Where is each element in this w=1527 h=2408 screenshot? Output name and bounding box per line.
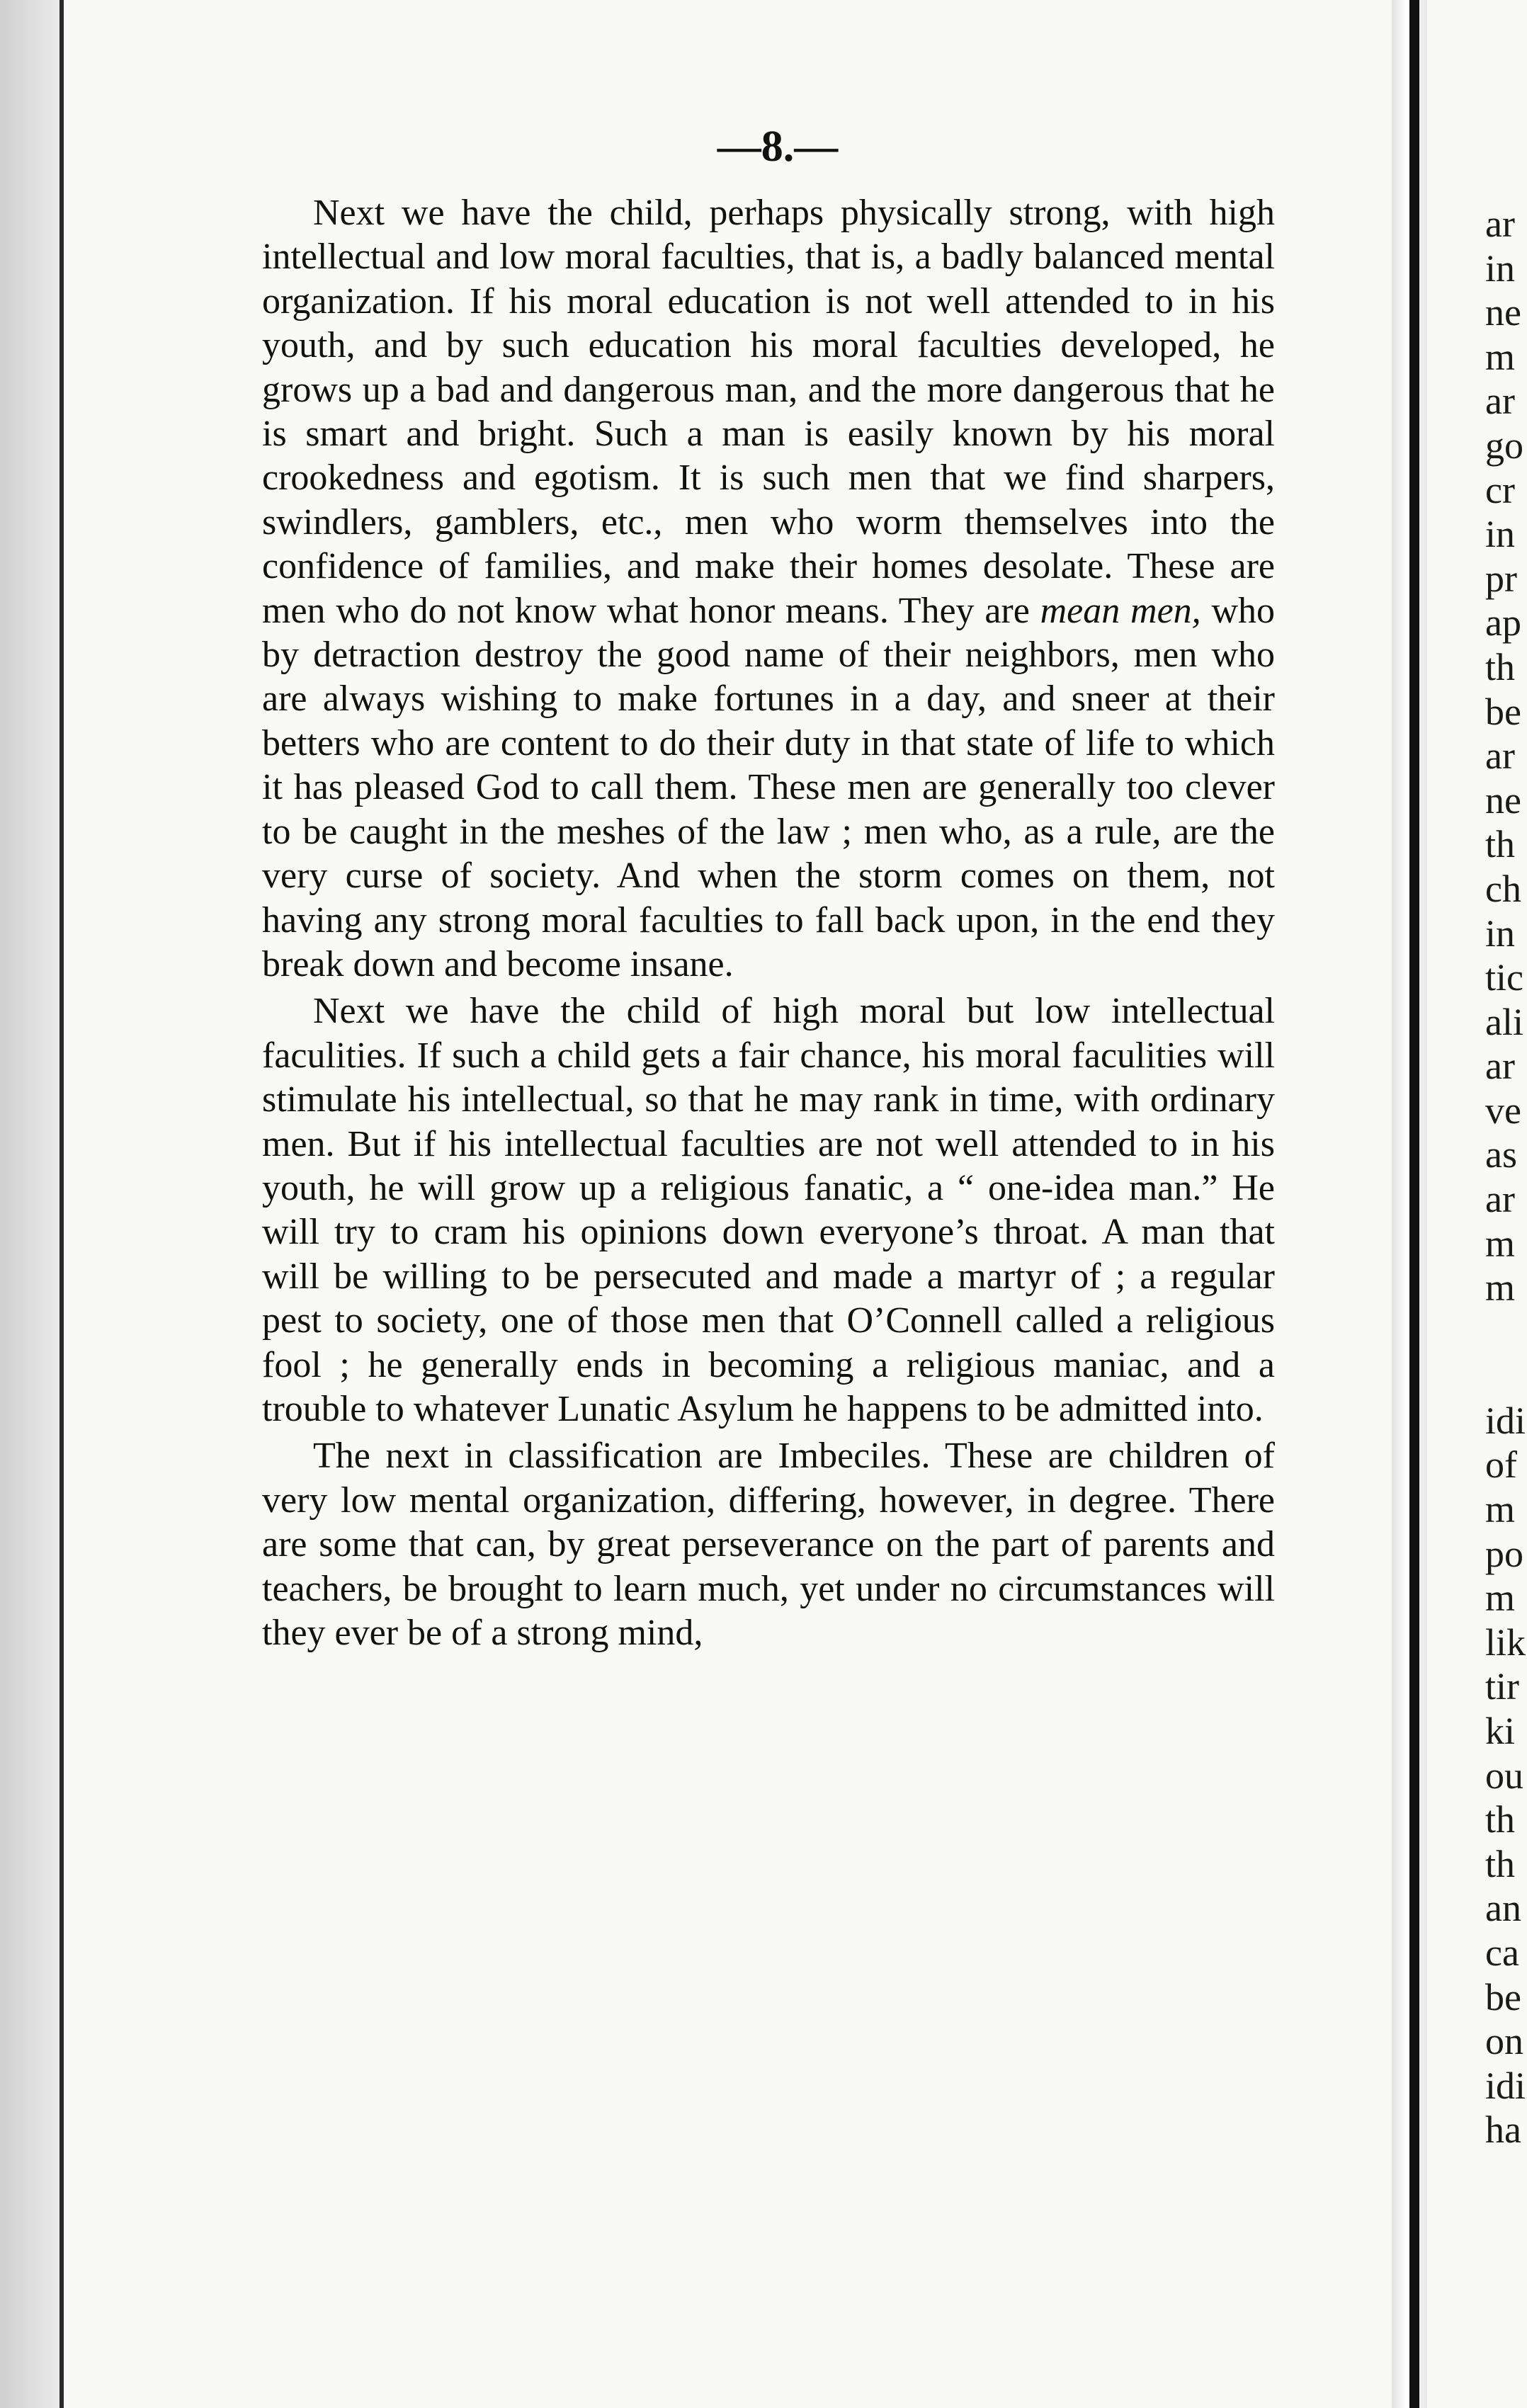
next-page-fragment: ne — [1485, 778, 1521, 822]
paragraph-3: The next in classification are Imbeciles. These are children of very low mental organization, differing, however, in degree. There are some that can, by great perseverance on the part of parents and teachers, be brought to learn much, yet under no circumstances will they ever be of a strong mind, — [262, 1436, 1275, 1653]
next-page-fragment: tic — [1485, 956, 1523, 999]
next-page-fragment: ar — [1485, 734, 1515, 778]
next-page-fragment: m — [1485, 1577, 1516, 1620]
next-page-fragment: in — [1485, 513, 1516, 556]
gutter-line — [1409, 0, 1419, 2408]
next-page-fragment: m — [1485, 1222, 1516, 1265]
next-page-fragment: ar — [1485, 380, 1515, 423]
next-page-fragment: ar — [1485, 1178, 1515, 1221]
next-page-fragment: ap — [1485, 601, 1521, 644]
next-page-fragment: be — [1485, 690, 1521, 733]
next-page-paragraph-gap — [1427, 1310, 1526, 1399]
next-page-fragment: ha — [1485, 2108, 1521, 2152]
left-margin — [0, 0, 64, 2408]
next-page-fragment: ch — [1485, 867, 1521, 910]
paragraph-1-emphasis: mean men, — [1040, 590, 1201, 631]
next-page-fragment: tir — [1485, 1665, 1519, 1708]
next-page-fragment: pr — [1485, 557, 1517, 600]
next-page-fragment: th — [1485, 1842, 1516, 1885]
next-page-fragment: ki — [1485, 1710, 1516, 1752]
next-page-fragment: on — [1485, 2020, 1523, 2063]
next-page-fragment: be — [1485, 1975, 1521, 2018]
next-page-fragment: idi — [1485, 1399, 1526, 1442]
next-page-fragment: m — [1485, 1266, 1516, 1310]
next-page-fragment: in — [1485, 911, 1516, 955]
next-page-fragment: m — [1485, 1488, 1516, 1531]
next-page-fragment: th — [1485, 823, 1516, 866]
next-page-fragment: in — [1485, 246, 1516, 290]
next-page-fragment: of — [1485, 1443, 1517, 1487]
next-page-fragment: an — [1485, 1887, 1521, 1930]
next-page-fragment: ar — [1485, 203, 1515, 245]
next-page-fragment: go — [1485, 424, 1523, 467]
next-page-fragment: m — [1485, 335, 1516, 378]
paragraph-1-text: Next we have the child, perhaps physically strong, with high intellectual and low moral faculties, that is, a badly balanced mental organization. If his moral education is not well attended to in his youth, and by such education his moral faculties developed, he grows up a bad and dangerous man, and the more dangerous that he is smart and bright. Such a man is easily known by his moral crookedness and egotism. It is such men that we find sharpers, swindlers, gamblers, etc., men who worm themselves into the confidence of families, and make their homes desolate. These are men who do not know what honor means. They are — [262, 193, 1275, 631]
next-page-fragment: as — [1485, 1133, 1517, 1176]
next-page-fragment: po — [1485, 1532, 1523, 1575]
next-page-fragment: ali — [1485, 1000, 1523, 1043]
next-page-fragment: lik — [1485, 1620, 1526, 1664]
next-page-fragment: cr — [1485, 468, 1515, 511]
paragraph-2: Next we have the child of high moral but low intellectual faculities. If such a child gets a fair chance, his moral faculities will stimulate his intellectual, so that he may rank in time, with ordinary men. But if his intellectual faculties are not well attended to in his youth, he will grow up a religious fanatic, a “ one-idea man.” He will try to cram his opinions down everyone’s throat. A man that will be willing to be persecuted and made a martyr of ; a regular pest to society, one of those men that O’Connell called a religious fool ; he generally ends in becoming a religious maniac, and a trouble to whatever Lunatic Asylum he happens to be admitted into. — [262, 991, 1275, 1429]
next-page-fragment: ar — [1485, 1045, 1515, 1088]
paragraph-1-text-cont: who by detraction destroy the good name of their neighbors, men who are always wishing to make fortunes in a day, and sneer at their betters who are content to do their duty in that state of life to which it has pleased God to call them. These men are generally too clever to be caught in the meshes of the law ; men who, as a rule, are the very curse of society. And when the storm comes on them, not having any strong moral faculties to fall back upon, in the end they break down and become insane. — [262, 590, 1275, 984]
next-page-edge — [1427, 0, 1527, 2408]
paragraph-1 — [262, 191, 1275, 987]
next-page-fragment: ne — [1485, 291, 1521, 334]
next-page-fragments — [1427, 202, 1526, 2152]
next-page-fragment: ve — [1485, 1089, 1521, 1132]
next-page-fragment: ca — [1485, 1931, 1519, 1974]
page-number: —8.— — [717, 123, 839, 171]
next-page-fragment: th — [1485, 645, 1516, 688]
next-page-fragment: ou — [1485, 1754, 1523, 1797]
next-page-fragment: th — [1485, 1798, 1516, 1841]
body-text — [262, 191, 1275, 1655]
next-page-fragment: idi — [1485, 2064, 1526, 2107]
